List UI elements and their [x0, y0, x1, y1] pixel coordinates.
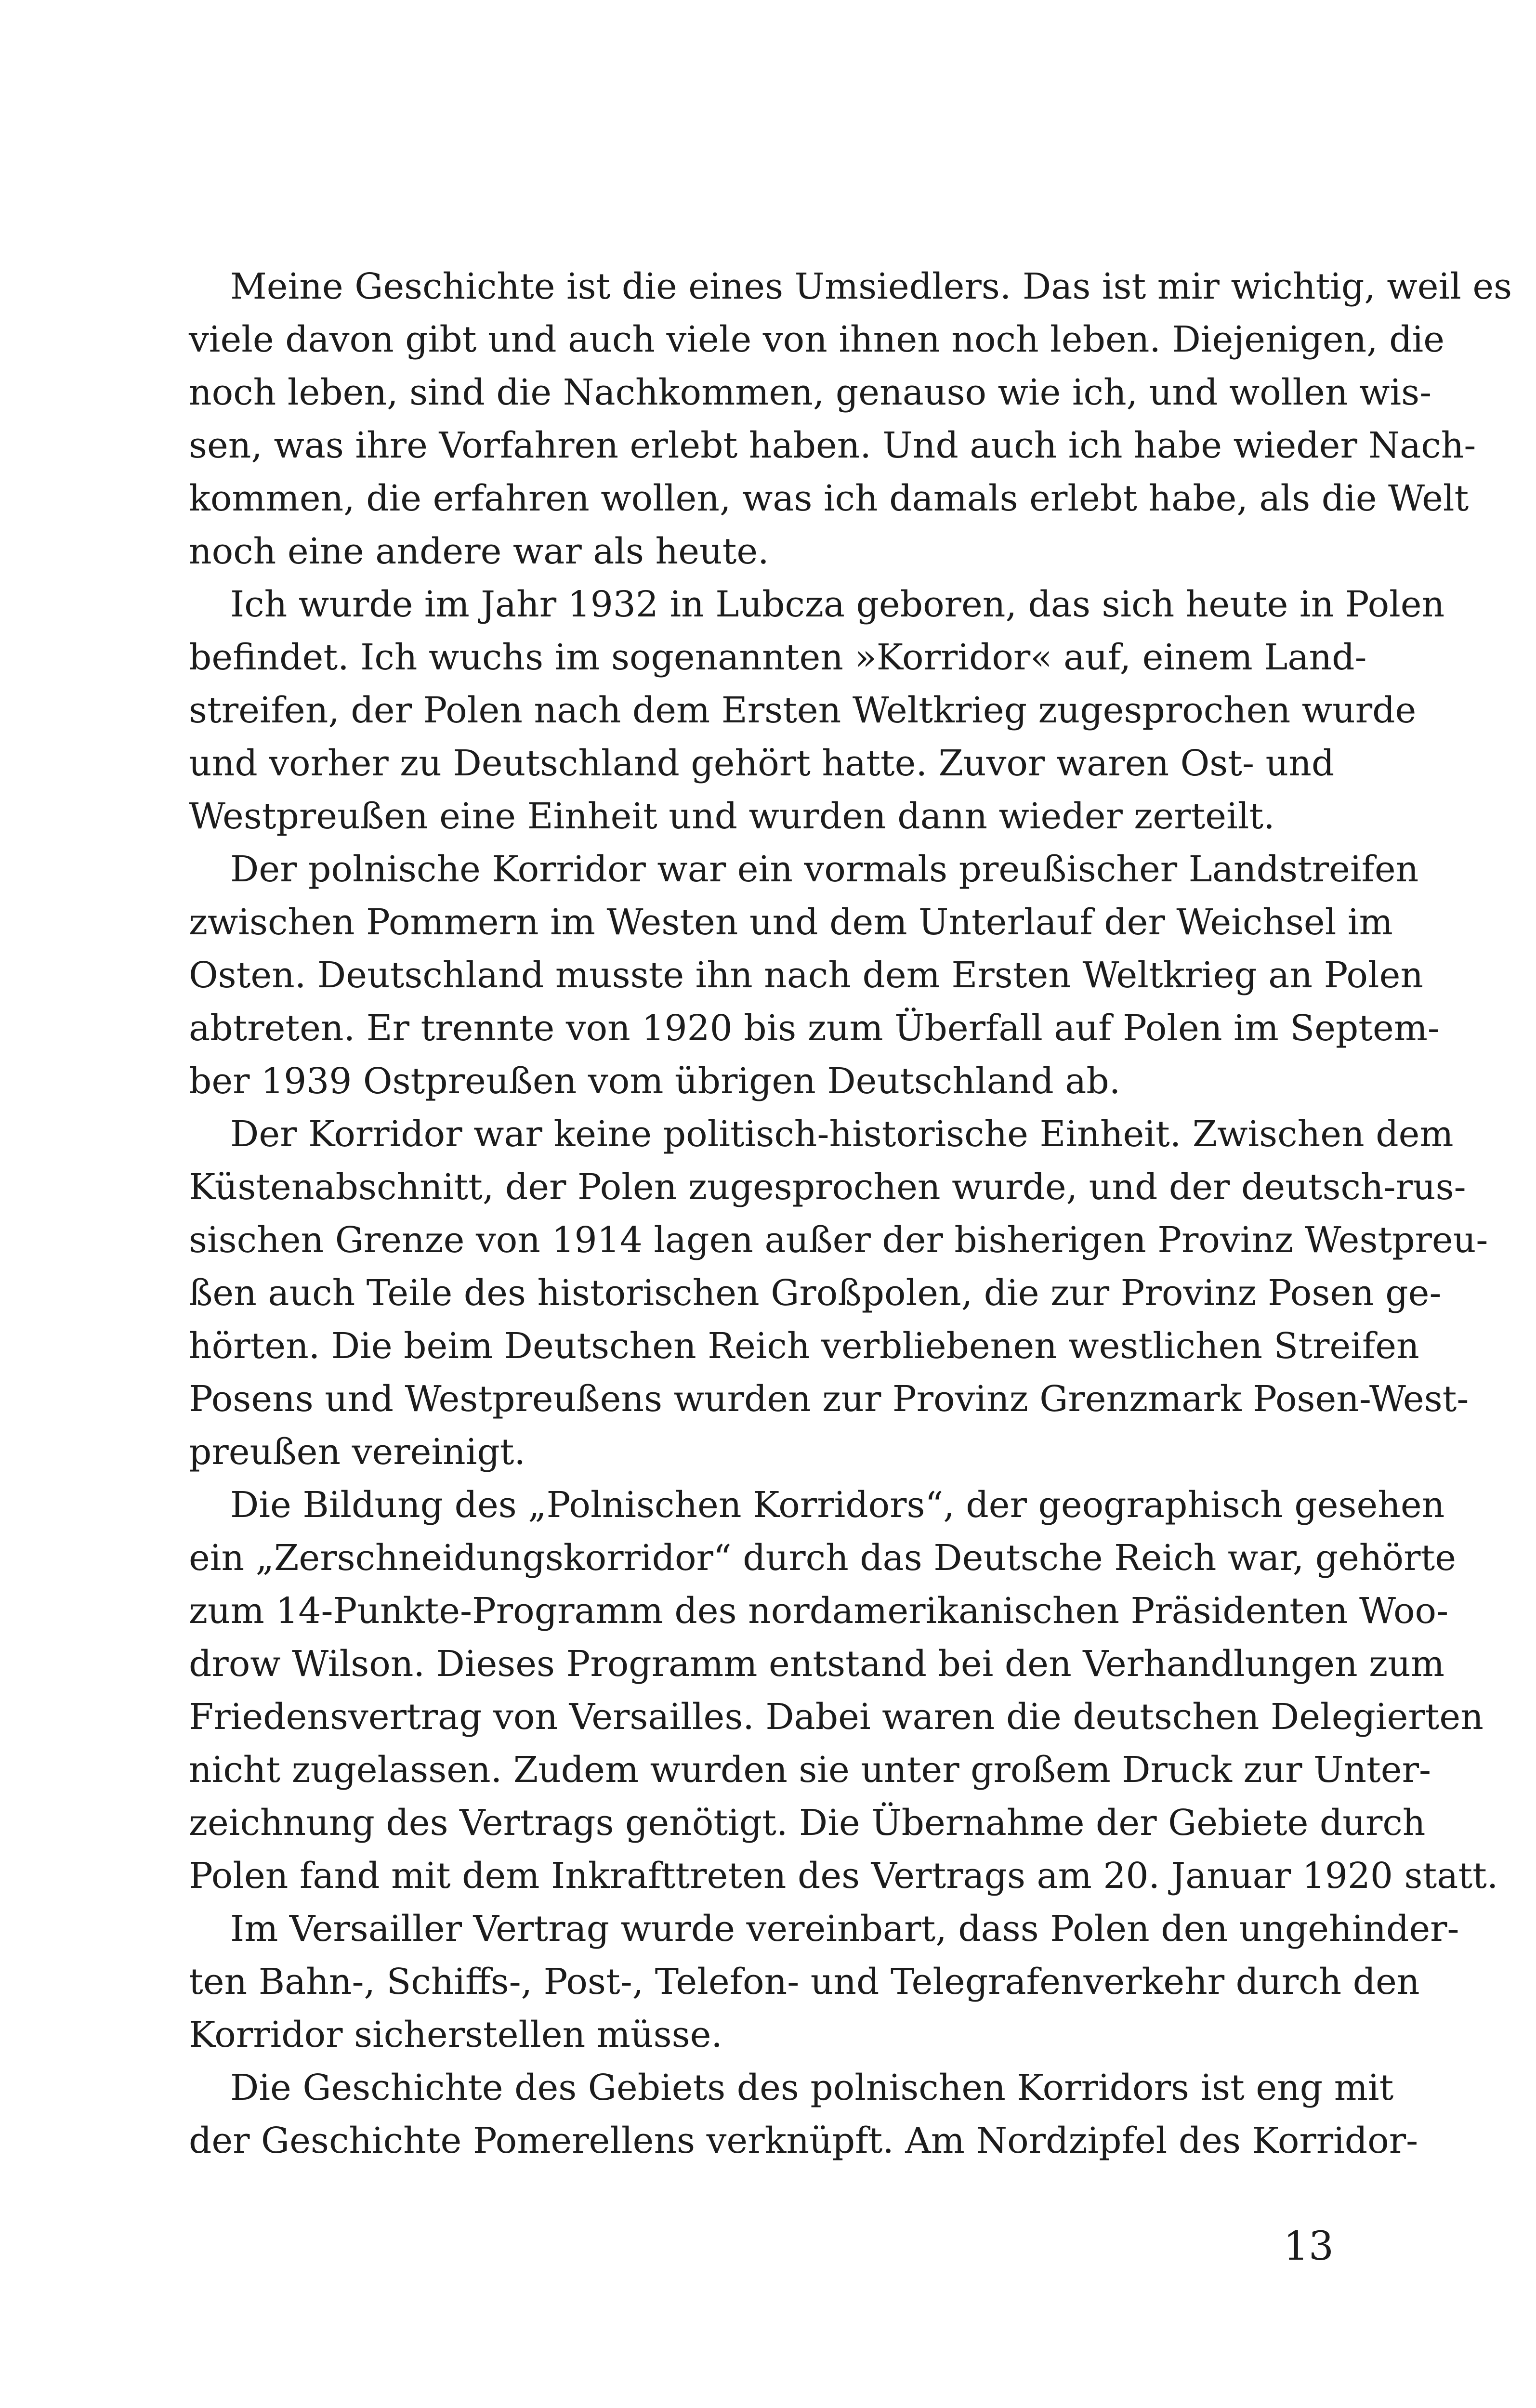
text-line: abtreten. Er trennte von 1920 bis zum Überfall auf Polen im Septem-	[189, 1008, 1440, 1049]
text-line: und vorher zu Deutschland gehört hatte. Zuvor waren Ost- und	[189, 743, 1335, 784]
text-line: sen, was ihre Vorfahren erlebt haben. Und auch ich habe wieder Nach-	[189, 425, 1476, 466]
body-text	[189, 260, 1512, 2167]
text-line: ten Bahn-, Schiffs-, Post-, Telefon- und Telegrafenverkehr durch den	[189, 1961, 1420, 2002]
text-line: Die Geschichte des Gebiets des polnischen Korridors ist eng mit	[230, 2067, 1394, 2108]
page-number: 13	[1283, 2224, 1334, 2269]
text-line: Osten. Deutschland musste ihn nach dem Ersten Weltkrieg an Polen	[189, 955, 1424, 996]
text-line: Polen fand mit dem Inkrafttreten des Vertrags am 20. Januar 1920 statt.	[189, 1855, 1498, 1897]
text-line: der Geschichte Pomerellens verknüpft. Am Nordzipfel des Korridor-	[189, 2120, 1418, 2161]
text-line: Meine Geschichte ist die eines Umsiedlers. Das ist mir wichtig, weil es	[230, 266, 1512, 307]
text-line: noch eine andere war als heute.	[189, 531, 769, 572]
text-line: ßen auch Teile des historischen Großpolen, die zur Provinz Posen ge-	[189, 1272, 1442, 1314]
text-line: Korridor sicherstellen müsse.	[189, 2014, 722, 2055]
text-line: befindet. Ich wuchs im sogenannten »Korridor« auf, einem Land-	[189, 637, 1367, 678]
text-line: Küstenabschnitt, der Polen zugesprochen wurde, und der deutsch-rus-	[189, 1166, 1466, 1208]
text-line: noch leben, sind die Nachkommen, genauso wie ich, und wollen wis-	[189, 372, 1432, 413]
text-line: zum 14-Punkte-Programm des nordamerikanischen Präsidenten Woo-	[189, 1590, 1449, 1632]
text-line: kommen, die erfahren wollen, was ich damals erlebt habe, als die Welt	[189, 478, 1469, 519]
text-line: streifen, der Polen nach dem Ersten Weltkrieg zugesprochen wurde	[189, 690, 1417, 731]
text-line: Westpreußen eine Einheit und wurden dann wieder zerteilt.	[189, 796, 1275, 837]
text-line: ber 1939 Ostpreußen vom übrigen Deutschland ab.	[189, 1060, 1121, 1102]
paragraph	[189, 1108, 1488, 1479]
text-line: sischen Grenze von 1914 lagen außer der bisherigen Provinz Westpreu-	[189, 1219, 1488, 1261]
paragraph	[189, 1902, 1459, 2061]
text-line: Posens und Westpreußens wurden zur Provinz Grenzmark Posen-West-	[189, 1378, 1469, 1420]
paragraph	[189, 260, 1512, 578]
paragraph	[189, 578, 1445, 843]
paragraph	[189, 2061, 1418, 2167]
text-line: Der Korridor war keine politisch-historische Einheit. Zwischen dem	[230, 1113, 1454, 1155]
text-line: Im Versailler Vertrag wurde vereinbart, dass Polen den ungehinder-	[230, 1908, 1459, 1950]
text-line: zeichnung des Vertrags genötigt. Die Übernahme der Gebiete durch	[189, 1802, 1426, 1844]
text-line: Der polnische Korridor war ein vormals preußischer Landstreifen	[230, 849, 1419, 890]
paragraph	[189, 843, 1440, 1108]
text-line: Die Bildung des „Polnischen Korridors“, der geographisch gesehen	[230, 1484, 1445, 1526]
text-line: ein „Zerschneidungskorridor“ durch das Deutsche Reich war, gehörte	[189, 1537, 1457, 1579]
text-line: preußen vereinigt.	[189, 1431, 525, 1473]
paragraph	[189, 1479, 1498, 1902]
text-line: Ich wurde im Jahr 1932 in Lubcza geboren, das sich heute in Polen	[230, 584, 1445, 625]
text-line: hörten. Die beim Deutschen Reich verbliebenen westlichen Streifen	[189, 1325, 1419, 1367]
text-line: zwischen Pommern im Westen und dem Unterlauf der Weichsel im	[189, 902, 1393, 943]
text-line: viele davon gibt und auch viele von ihnen noch leben. Diejenigen, die	[189, 319, 1445, 360]
text-line: Friedensvertrag von Versailles. Dabei waren die deutschen Delegierten	[189, 1696, 1483, 1738]
text-line: drow Wilson. Dieses Programm entstand bei den Verhandlungen zum	[189, 1643, 1445, 1685]
text-line: nicht zugelassen. Zudem wurden sie unter großem Druck zur Unter-	[189, 1749, 1431, 1791]
